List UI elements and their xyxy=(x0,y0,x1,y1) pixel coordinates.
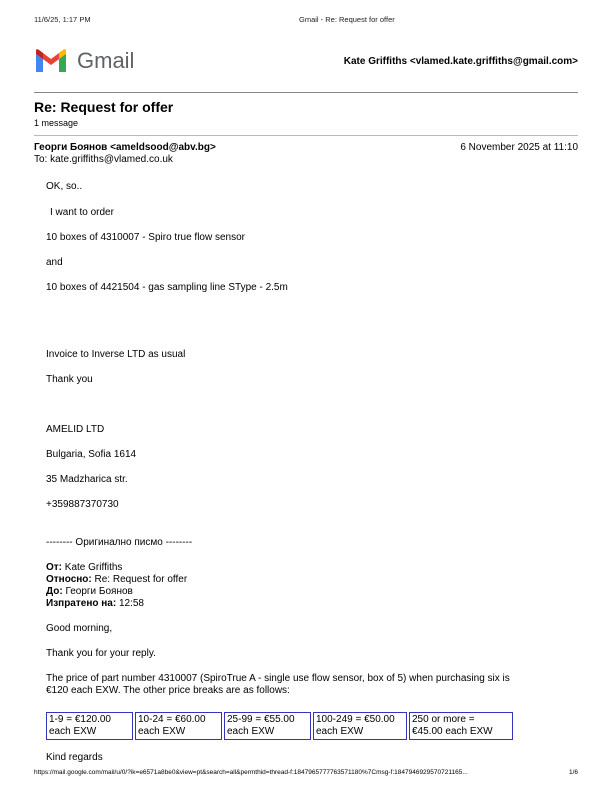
signature-street: 35 Madzharica str. xyxy=(46,474,128,485)
orig-closing: Kind regards xyxy=(46,752,103,763)
orig-to-label: До: xyxy=(46,586,63,597)
body-line: 10 boxes of 4310007 - Spiro true flow sensor xyxy=(46,232,246,243)
print-url: https://mail.google.com/mail/u/0/?ik=e6571a8be0&view=pt&search=all&permthid=thread-f:1847965777763571180%7Cmsg-f:1847946929570721165... xyxy=(34,769,468,776)
message-date: 6 November 2025 at 11:10 xyxy=(460,142,578,153)
orig-thanks: Thank you for your reply. xyxy=(46,648,156,659)
subject-divider xyxy=(34,135,578,136)
orig-sent-label: Изпратено на: xyxy=(46,598,117,609)
gmail-envelope-icon xyxy=(34,48,68,74)
body-line: OK, so.. xyxy=(46,181,83,192)
orig-subject-row xyxy=(46,574,187,585)
price-cell: 1-9 = €120.00 each EXW xyxy=(46,712,133,740)
message-to: To: kate.griffiths@vlamed.co.uk xyxy=(34,154,173,165)
gmail-logo xyxy=(34,48,139,74)
thread-subject: Re: Request for offer xyxy=(34,99,174,115)
signature-city: Bulgaria, Sofia 1614 xyxy=(46,449,137,460)
price-cell: 250 or more = €45.00 each EXW xyxy=(409,712,513,740)
print-page-number: 1/6 xyxy=(568,769,578,776)
orig-subject-label: Относно: xyxy=(46,574,92,585)
orig-to-value: Георги Боянов xyxy=(65,586,133,597)
orig-subject-value: Re: Request for offer xyxy=(94,574,188,585)
message-from: Георги Боянов <ameldsood@abv.bg> xyxy=(34,142,216,153)
price-cell: 25-99 = €55.00 each EXW xyxy=(224,712,311,740)
orig-from-value: Kate Griffiths xyxy=(64,562,123,573)
signature-company: AMELID LTD xyxy=(46,424,105,435)
gmail-wordmark: Gmail xyxy=(77,48,135,73)
original-separator: -------- Оригинално писмо -------- xyxy=(46,537,193,548)
body-line: and xyxy=(46,257,63,268)
body-line: Invoice to Inverse LTD as usual xyxy=(46,349,186,360)
price-cell: 100-249 = €50.00 each EXW xyxy=(313,712,407,740)
message-count: 1 message xyxy=(34,118,79,128)
print-datetime: 11/6/25, 1:17 PM xyxy=(34,15,91,24)
print-title: Gmail - Re: Request for offer xyxy=(299,15,395,24)
orig-price-line: €120 each EXW. The other price breaks are as follows: xyxy=(46,685,290,696)
orig-from-label: От: xyxy=(46,562,63,573)
orig-greeting: Good morning, xyxy=(46,623,113,634)
orig-to-row xyxy=(46,586,133,597)
table-row xyxy=(46,712,513,740)
account-email: Kate Griffiths <vlamed.kate.griffiths@gmail.com> xyxy=(343,56,578,67)
orig-sent-value: 12:58 xyxy=(118,598,144,609)
orig-from-row xyxy=(46,562,122,573)
orig-sent-row xyxy=(46,598,144,609)
orig-price-line: The price of part number 4310007 (SpiroTrue A - single use flow sensor, box of 5) when purchasing six is xyxy=(46,673,510,684)
body-line: 10 boxes of 4421504 - gas sampling line SType - 2.5m xyxy=(46,282,288,293)
price-cell: 10-24 = €60.00 each EXW xyxy=(135,712,222,740)
body-line: Thank you xyxy=(46,374,93,385)
body-line: I want to order xyxy=(50,207,114,218)
price-breaks-table xyxy=(44,710,515,742)
signature-phone: +359887370730 xyxy=(46,499,119,510)
header-divider xyxy=(34,92,578,93)
